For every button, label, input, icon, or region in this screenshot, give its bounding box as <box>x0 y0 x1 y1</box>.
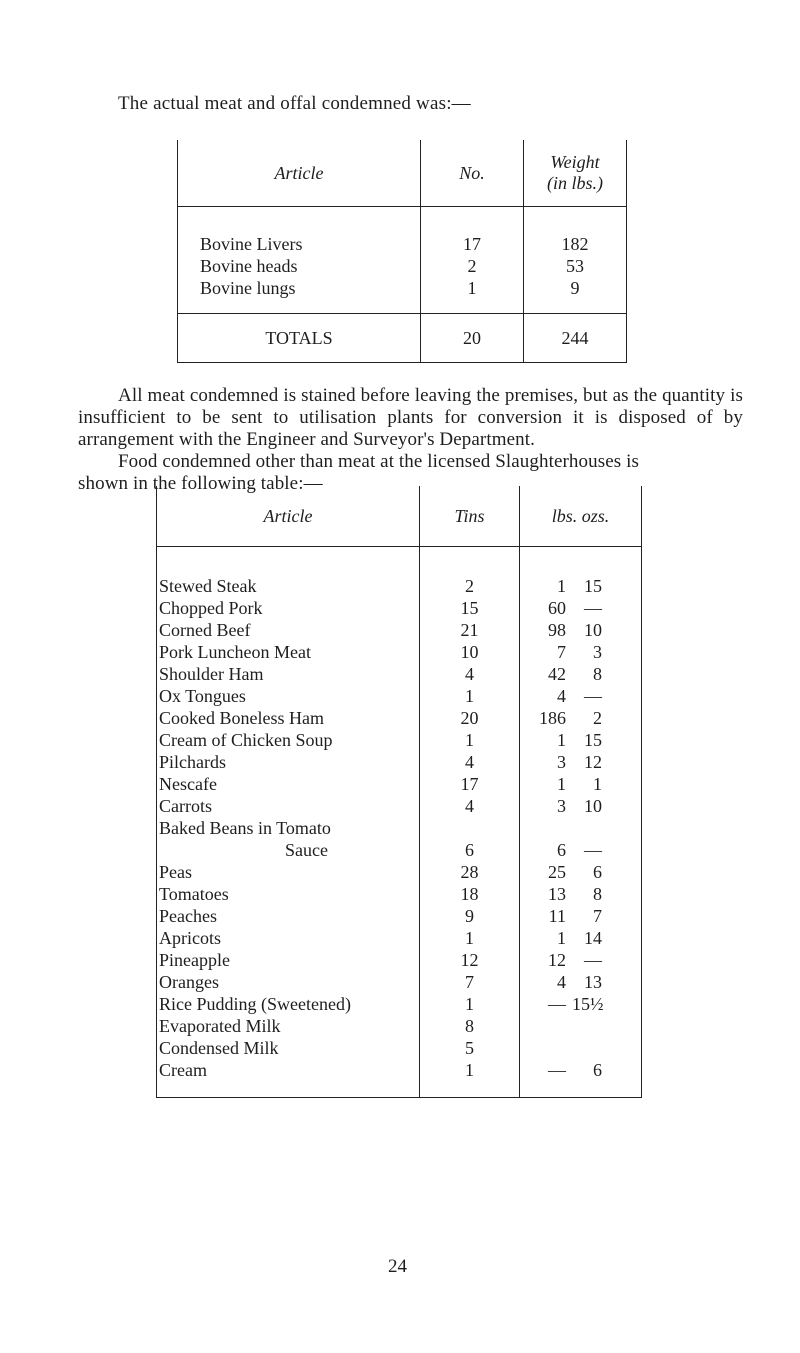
header-weight: Weight (in lbs.) <box>524 140 627 207</box>
header-no: No. <box>421 140 524 207</box>
table-row: Pork Luncheon Meat 10 7 3 <box>157 641 642 663</box>
food-condemned-table <box>156 486 642 1098</box>
paragraph-food-intro: Food condemned other than meat at the licensed Slaughterhouses is shown in the following table:— <box>78 451 639 494</box>
table-row: Pineapple 12 12 — <box>157 949 642 971</box>
table-row: Ox Tongues 1 4 — <box>157 685 642 707</box>
table-row: Stewed Steak 2 1 15 <box>157 547 642 598</box>
table-row: Condensed Milk 5 <box>157 1037 642 1059</box>
table-row: Chopped Pork 15 60 — <box>157 597 642 619</box>
table-row: Peaches 9 11 7 <box>157 905 642 927</box>
table-row: Apricots 1 1 14 <box>157 927 642 949</box>
table-row: Carrots 4 3 10 <box>157 795 642 817</box>
table-row: Nescafe 17 1 1 <box>157 773 642 795</box>
header-weight: lbs. ozs. <box>520 486 642 547</box>
table-row: Cream 1 — 6 <box>157 1059 642 1098</box>
header-tins: Tins <box>420 486 520 547</box>
table-row: Rice Pudding (Sweetened) 1 — 15½ <box>157 993 642 1015</box>
table-row: Baked Beans in Tomato <box>157 817 642 839</box>
table-row: Bovine Livers 17 182 <box>178 207 627 256</box>
table-row: Tomatoes 18 13 8 <box>157 883 642 905</box>
page-number: 24 <box>388 1256 407 1277</box>
meat-offal-table <box>177 140 627 363</box>
table-row: Cooked Boneless Ham 20 186 2 <box>157 707 642 729</box>
table-row: Cream of Chicken Soup 1 1 15 <box>157 729 642 751</box>
header-article: Article <box>178 140 421 207</box>
table-row: Pilchards 4 3 12 <box>157 751 642 773</box>
table-row: Evaporated Milk 8 <box>157 1015 642 1037</box>
table-row: Oranges 7 4 13 <box>157 971 642 993</box>
intro-text: The actual meat and offal condemned was:— <box>118 93 471 114</box>
table-row: Bovine lungs 1 9 <box>178 277 627 314</box>
paragraph-disposal: All meat condemned is stained before leaving the premises, but as the quantity is insufficient to be sent to utilisation plants for conversion it is disposed of by arrangement with the Engineer and Surveyor's Department. <box>78 385 743 450</box>
header-article: Article <box>157 486 420 547</box>
table-row: Shoulder Ham 4 42 8 <box>157 663 642 685</box>
table-row: Peas 28 25 6 <box>157 861 642 883</box>
table-row: Bovine heads 2 53 <box>178 255 627 277</box>
totals-row: TOTALS 20 244 <box>178 314 627 363</box>
table-row: Sauce 6 6 — <box>157 839 642 861</box>
table-row: Corned Beef 21 98 10 <box>157 619 642 641</box>
